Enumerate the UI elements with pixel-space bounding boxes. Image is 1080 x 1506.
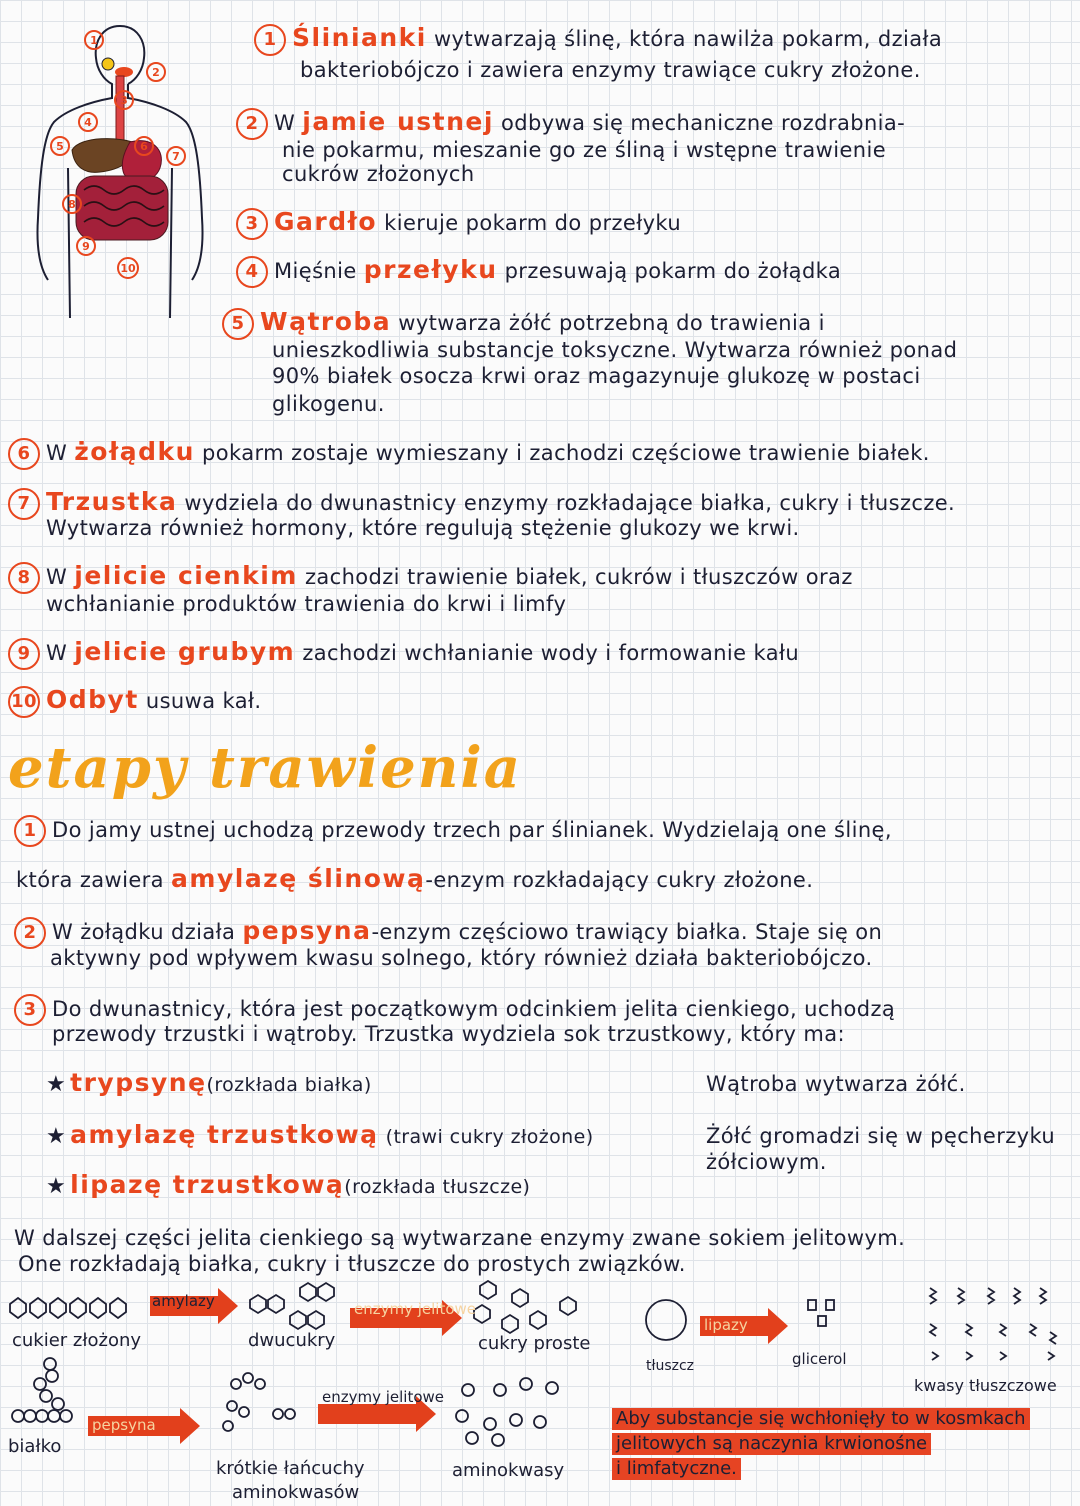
svg-text:2: 2 (152, 66, 160, 79)
liver-note-1: Wątroba wytwarza żółć. (706, 1072, 966, 1096)
arrow-intestinal-2 (318, 1404, 418, 1424)
stage-3: 3 Do dwunastnicy, która jest początkowym odcinkiem jelita cienkiego, uchodzą (14, 994, 895, 1026)
arrow-label-amylase: amylazy (152, 1292, 215, 1310)
enzyme-amylase: ★ amylazę trzustkową (trawi cukry złożone) (46, 1120, 594, 1149)
organ-3: 3 Gardło kieruje pokarm do przełyku (236, 208, 681, 240)
arrow-label-intestinal-1: enzymy jelitowe (354, 1300, 477, 1318)
label-protein: białko (8, 1436, 62, 1457)
label-simple-sugars: cukry proste (478, 1333, 591, 1354)
label-fat: tłuszcz (646, 1358, 695, 1374)
svg-text:1: 1 (90, 34, 98, 47)
stage-1-cont: która zawiera amylazę ślinową-enzym rozkładający cukry złożone. (16, 864, 814, 893)
organ-1-cont: bakteriobójczo i zawiera enzymy trawiące cukry złożone. (300, 58, 921, 82)
arrow-label-pepsin: pepsyna (92, 1416, 156, 1434)
stage-1: 1 Do jamy ustnej uchodzą przewody trzech par ślinianek. Wydzielają one ślinę, (14, 815, 892, 847)
stage-3-cont: przewody trzustki i wątroby. Trzustka wydziela sok trzustkowy, który ma: (52, 1022, 846, 1046)
arrow-label-intestinal-2: enzymy jelitowe (322, 1388, 445, 1406)
svg-text:4: 4 (84, 116, 92, 129)
digestive-system-illustration (20, 18, 220, 318)
organ-5-cont-1: unieszkodliwia substancje toksyczne. Wytwarza również ponad (272, 338, 958, 362)
intestine-text-1: W dalszej części jelita cienkiego są wytwarzane enzymy zwane sokiem jelitowym. (14, 1226, 906, 1250)
section-title: etapy trawienia (8, 735, 523, 801)
star-icon: ★ (46, 1174, 67, 1199)
organ-5-cont-3: glikogenu. (272, 392, 385, 416)
svg-text:9: 9 (82, 240, 90, 253)
liver-note-3: żółciowym. (706, 1150, 827, 1174)
organ-8: 8 W jelicie cienkim zachodzi trawienie białek, cukrów i tłuszczów oraz (8, 562, 853, 594)
enzyme-lipase: ★ lipazę trzustkową(rozkłada tłuszcze) (46, 1170, 531, 1199)
label-glycerol: glicerol (792, 1350, 847, 1368)
arrow-label-lipase: lipazy (704, 1316, 748, 1334)
absorption-note-1: Aby substancje się wchłonięły to w kosmkach (612, 1408, 1030, 1430)
absorption-note-2: jelitowych są naczynia krwionośne (612, 1433, 931, 1455)
svg-text:3: 3 (120, 94, 128, 107)
label-short-chains-1: krótkie łańcuchy (216, 1458, 365, 1479)
label-disaccharides: dwucukry (248, 1330, 336, 1351)
organ-7: 7 Trzustka wydziela do dwunastnicy enzymy rozkładające białka, cukry i tłuszcze. (8, 488, 955, 520)
star-icon: ★ (46, 1124, 67, 1149)
svg-text:7: 7 (172, 150, 180, 163)
label-complex-sugar: cukier złożony (12, 1330, 142, 1351)
stage-2: 2 W żołądku działa pepsyna-enzym częściowo trawiący białka. Staje się on (14, 917, 882, 949)
organ-1: 1 Ślinianki wytwarzają ślinę, która nawilża pokarm, działa (254, 24, 942, 56)
star-icon: ★ (46, 1072, 67, 1097)
svg-text:10: 10 (120, 262, 136, 275)
svg-text:8: 8 (68, 198, 76, 211)
organ-5-cont-2: 90% białek osocza krwi oraz magazynuje glukozę w postaci (272, 364, 921, 388)
enzyme-trypsin: ★ trypsynę(rozkłada białka) (46, 1068, 372, 1097)
organ-6: 6 W żołądku pokarm zostaje wymieszany i zachodzi częściowe trawienie białek. (8, 438, 930, 470)
label-amino-acids: aminokwasy (452, 1460, 565, 1481)
organ-4: 4 Mięśnie przełyku przesuwają pokarm do żołądka (236, 256, 841, 288)
organ-10: 10 Odbyt usuwa kał. (8, 686, 261, 718)
intestine-text-2: One rozkładają białka, cukry i tłuszcze do prostych związków. (18, 1252, 686, 1276)
organ-2-cont-1: nie pokarmu, mieszanie go ze śliną i wstępne trawienie (282, 138, 887, 162)
label-short-chains-2: aminokwasów (232, 1482, 360, 1503)
label-fatty-acids: kwasy tłuszczowe (914, 1376, 1057, 1395)
organ-5: 5 Wątroba wytwarza żółć potrzebną do trawienia i (222, 308, 825, 340)
svg-text:6: 6 (140, 140, 148, 153)
stage-2-cont: aktywny pod wpływem kwasu solnego, który również działa bakteriobójczo. (50, 946, 873, 970)
organ-9: 9 W jelicie grubym zachodzi wchłanianie wody i formowanie kału (8, 638, 799, 670)
organ-2-cont-2: cukrów złożonych (282, 162, 475, 186)
organ-8-cont: wchłanianie produktów trawienia do krwi i limfy (46, 592, 567, 616)
svg-text:5: 5 (56, 140, 64, 153)
organ-2: 2 W jamie ustnej odbywa się mechaniczne rozdrabnia- (236, 108, 905, 140)
absorption-note-3: i limfatyczne. (612, 1458, 741, 1480)
liver-note-2: Żółć gromadzi się w pęcherzyku (706, 1124, 1056, 1148)
organ-7-cont: Wytwarza również hormony, które regulują stężenie glukozy we krwi. (46, 516, 800, 540)
